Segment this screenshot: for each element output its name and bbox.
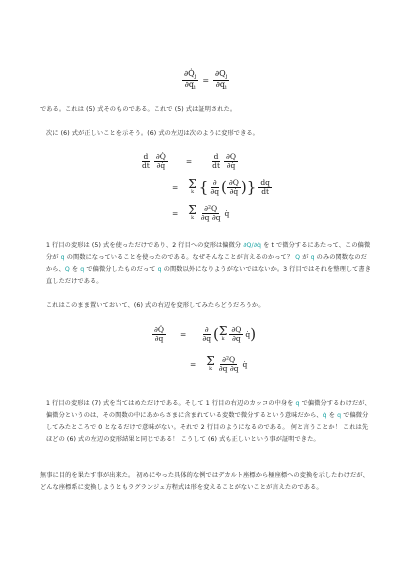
paragraph-3 [46, 240, 372, 288]
text-run: 1 行目の変形は (5) 式を使っただけであり、2 行目への変形は偏微分 [46, 242, 244, 249]
text-run: の関数以外になりようがないではないか。3 行目ではそれを整理して書き直しただけである。 [46, 266, 372, 285]
math-symbol: Q [64, 266, 70, 273]
math-symbol: q [337, 412, 342, 419]
text-run: で偏微分したものだって [84, 266, 158, 273]
math-symbol: q [310, 254, 315, 261]
text-run: で偏微分してみたところで 0 となるだけで意味がない。それで 2 行目のようになるのである。 何と言うことか！ これは先ほどの (6) 式の左辺の変形結果と同じである！ こうして (6) 式も正しいという事が証明できた。 [46, 412, 369, 443]
paragraph-2 [46, 128, 378, 140]
eq3-line-2: = Σ k $\frac{\text{∂²Q}}{\partial q \partial q}$ q̇ [190, 353, 248, 373]
paragraph-6-text: 無事に目的を果たす事が出来た。 初めにやった具体的な例ではデカルト座標から極座標への変換を示したわけだが、どんな座標系に変換しようともラグランジュ方程式は形を変えることがないことが言えたのである。 [40, 472, 369, 491]
paragraph-5 [46, 398, 372, 446]
eq2-line-3: = Σ k $\frac{\text{∂²Q}}{\partial q \partial q}$ q̇ [172, 202, 230, 222]
equation-1: $\frac{\partial Q̇_j}{\partial q_i}$ = $\frac{\partial Q_j}{\partial q_i}$ [184, 69, 228, 92]
p5-text [46, 398, 372, 446]
math-symbol: q [295, 400, 300, 407]
paragraph-1-text: である。これは (5) 式そのものである。これで (5) 式は証明された。 [40, 106, 237, 113]
math-symbol: Q [295, 254, 301, 261]
paragraph-2-text: 次に (6) 式が正しいことを示そう。(6) 式の左辺は次のように変形できる。 [46, 130, 259, 137]
text-run: 1 行目の変形は (7) 式を当てはめただけである。そして 1 行目の右辺のカッコの中身を [46, 400, 296, 407]
math-symbol: q [157, 266, 162, 273]
p3-text [46, 240, 372, 288]
text-run: を t で微分するにあたって、この偏微分が [46, 242, 371, 261]
text-run: で偏微分するわけだが、偏微分というのは、その関数の中にあからさまに含まれている変数で微分するという意味だから、 [46, 400, 371, 419]
eq1-rhs-fraction: $\frac{\partial Q_j}{\partial q_i}$ [215, 69, 228, 92]
math-symbol: ∂Q/∂q̇ [243, 242, 262, 249]
eq3-line-1: $\frac{\partial Q̇}{\partial q}$ = $\frac{\partial}{\partial q}$ ( Σ k $\frac{\partial Q}{\partial q}$ q̇ ) [154, 323, 257, 344]
text-run: のみの関数なのだから、 [46, 254, 367, 273]
text-run: が [300, 254, 311, 261]
paragraph-6 [40, 470, 372, 494]
paragraph-4 [46, 300, 378, 312]
text-run: を [69, 266, 81, 273]
paragraph-4-text: これはこのまま置いておいて、(6) 式の右辺を変形してみたらどうだろうか。 [46, 302, 265, 309]
eq2-line-2: = Σ k { $\frac{\partial}{\partial q}$ ( $\frac{\partial Q}{\partial q̇}$ ) } $\frac{dq}{dt}$ [172, 176, 270, 197]
math-symbol: q [60, 254, 65, 261]
eq1-lhs-fraction: $\frac{\partial Q̇_j}{\partial q_i}$ [184, 69, 197, 92]
paragraph-1 [40, 104, 372, 116]
text-run: の関数になっていることを使ったのである。なぜそんなことが言えるのかって？ [64, 254, 296, 261]
math-symbol: q̇ [322, 412, 327, 419]
math-symbol: q [80, 266, 85, 273]
eq2-line-1: $\frac{d}{dt}$ $\frac{\partial Q̇}{\partial q̇}$ = $\frac{d}{dt}$ $\frac{\partial Q}{\partial q̇}$ [142, 152, 237, 170]
text-run: を [326, 412, 338, 419]
